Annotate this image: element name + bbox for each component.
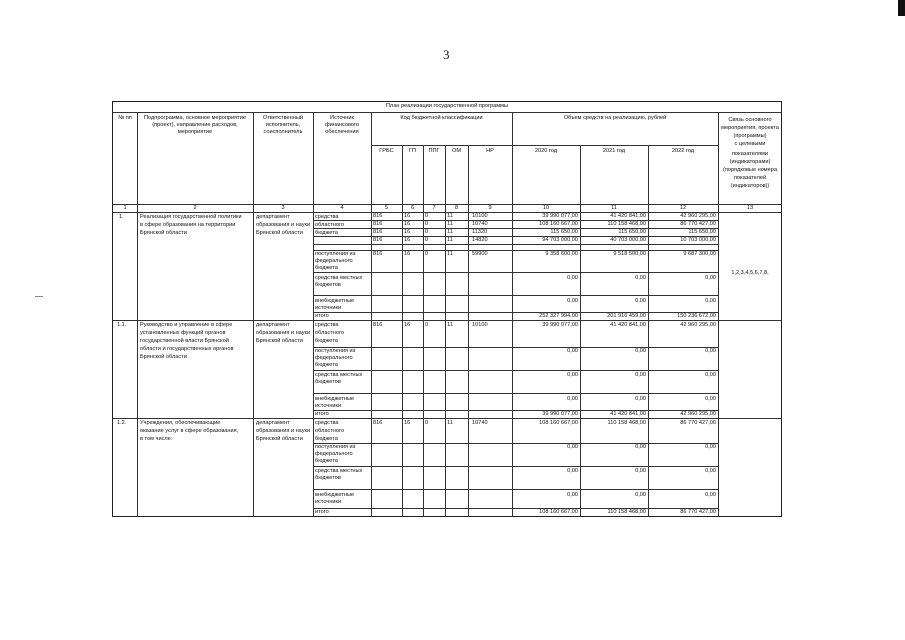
- source-label: областного: [315, 428, 345, 434]
- total-2020: 108 160 667,00: [539, 509, 578, 515]
- rule: [313, 466, 719, 467]
- col-line: [580, 145, 581, 516]
- header-link-3: (программы): [733, 133, 767, 139]
- code-grbs: 816: [373, 229, 383, 235]
- rule: [313, 295, 719, 296]
- code-gp: 16: [404, 221, 411, 227]
- rule-kbk-sub: [371, 145, 512, 146]
- source-label: средства местных: [315, 275, 363, 281]
- code-ppg: 0: [425, 251, 429, 257]
- row-name-line: установленных функций органов: [140, 330, 226, 336]
- amount-2021: 0,00: [635, 444, 646, 450]
- amount-2020: 9 358 600,00: [545, 251, 578, 257]
- amount-2021: 0,00: [635, 275, 646, 281]
- source-label: средства: [315, 322, 339, 328]
- code-gp: 16: [404, 213, 411, 219]
- code-nr: 10740: [472, 420, 488, 426]
- amount-2021: 41 420 841,00: [610, 322, 646, 328]
- row-resp-line: образования и науки: [256, 330, 311, 336]
- code-ppg: 0: [425, 213, 429, 219]
- header-link-2: мероприятия, проекта: [721, 125, 779, 131]
- header-link-7: (порядковые номера: [722, 167, 777, 173]
- row-name-line: Реализация государственной политики: [140, 214, 242, 220]
- amount-2021: 9 518 500,00: [613, 251, 646, 257]
- code-grbs: 816: [373, 322, 383, 328]
- col-line: [371, 112, 372, 516]
- row-resp-line: департамент: [256, 420, 290, 426]
- amount-2021: 110 158 468,00: [607, 420, 646, 426]
- amount-2021: 40 703 000,00: [610, 237, 646, 243]
- col-number: 1: [123, 205, 127, 211]
- amount-2021: 0,00: [635, 372, 646, 378]
- header-ppg: ППГ: [428, 148, 440, 154]
- source-label: средства местных: [315, 468, 363, 474]
- col-number: 12: [679, 205, 687, 211]
- amount-2022: 10 703 000,00: [680, 237, 716, 243]
- code-gp: 16: [404, 420, 411, 426]
- header-num: № пп: [118, 115, 132, 121]
- amount-2022: 0,00: [705, 275, 716, 281]
- amount-2020: 0,00: [567, 468, 578, 474]
- code-ppg: 0: [425, 237, 429, 243]
- amount-2022: 42 960 295,00: [680, 213, 716, 219]
- total-2022: 86 770 427,00: [680, 509, 716, 515]
- col-number: 5: [384, 205, 389, 211]
- col-line: [402, 145, 403, 516]
- col-number: 2: [193, 205, 197, 211]
- source-label: бюджетов: [315, 282, 341, 288]
- amount-2022: 115 650,00: [688, 229, 716, 235]
- amount-2020: 39 990 077,00: [542, 213, 578, 219]
- code-gp: 16: [404, 251, 411, 257]
- source-total-label: итого: [315, 509, 329, 515]
- source-label: источники: [315, 499, 342, 505]
- code-grbs: 816: [373, 251, 383, 257]
- rule: [313, 489, 719, 490]
- source-label: источники: [315, 305, 342, 311]
- source-total-label: итого: [315, 313, 329, 319]
- amount-2020: 0,00: [567, 444, 578, 450]
- source-label: внебюджетные: [315, 492, 355, 498]
- code-nr: 10100: [472, 322, 488, 328]
- rule: [313, 244, 719, 245]
- source-label: средства местных: [315, 372, 363, 378]
- header-link-9: (индикаторов)): [730, 183, 770, 189]
- header-name-2: (проект), направление расходов,: [152, 122, 238, 128]
- rule-section-2-end: [113, 418, 781, 419]
- code-nr: 14820: [472, 237, 488, 243]
- source-label: бюджета: [315, 458, 338, 464]
- header-source-1: Источник: [330, 115, 354, 121]
- amount-2020: 0,00: [567, 492, 578, 498]
- header-year-2020: 2020 год: [534, 148, 558, 154]
- code-grbs: 816: [373, 237, 383, 243]
- col-number: 4: [340, 205, 344, 211]
- row-name-line: государственной власти Брянской: [140, 338, 229, 344]
- header-source-3: обеспечения: [325, 129, 359, 135]
- amount-2021: 0,00: [635, 396, 646, 402]
- page-number: 3: [443, 47, 450, 62]
- row-number: 1.: [119, 214, 124, 220]
- total-2021: 110 158 468,00: [607, 509, 646, 515]
- total-2020: 252 327 994,00: [539, 313, 578, 319]
- source-label: бюджета: [315, 436, 338, 442]
- rule-volume-sub: [512, 145, 718, 146]
- amount-2020: 0,00: [567, 396, 578, 402]
- rule-section-1-end: [113, 320, 781, 321]
- col-number: 6: [410, 205, 415, 211]
- row-name-line: Брянской области: [140, 230, 187, 236]
- amount-2021: 41 420 841,00: [610, 213, 646, 219]
- header-resp-2: исполнитель,: [265, 122, 301, 128]
- header-link-8: показателей: [733, 175, 767, 181]
- scan-edge-mark: [898, 0, 905, 16]
- code-om: 11: [447, 251, 453, 257]
- source-label: внебюджетные: [315, 396, 355, 402]
- code-om: 11: [447, 229, 453, 235]
- amount-2022: 86 770 427,00: [680, 221, 716, 227]
- row-name-line: Брянской области: [140, 354, 187, 360]
- source-label: средства: [315, 420, 339, 426]
- header-grbs: ГРБС: [379, 148, 394, 154]
- col-line: [253, 112, 254, 516]
- row-number: 1.1.: [117, 322, 127, 328]
- table-title: План реализации государственной программы: [386, 103, 508, 109]
- rule: [313, 370, 719, 371]
- amount-2022: 9 687 300,00: [683, 251, 716, 257]
- source-label: бюджетов: [315, 379, 341, 385]
- header-year-2022: 2022 год: [671, 148, 695, 154]
- source-label: поступления из: [315, 251, 356, 257]
- amount-2021: 110 158 468,00: [607, 221, 646, 227]
- amount-2021: 0,00: [635, 298, 646, 304]
- amount-2022: 0,00: [705, 396, 716, 402]
- code-nr: 59900: [472, 251, 488, 257]
- col-number: 13: [746, 205, 754, 211]
- header-om: ОМ: [451, 148, 461, 154]
- header-kbk: Код бюджетной классификации: [400, 115, 483, 121]
- col-number: 11: [611, 205, 617, 211]
- header-year-2021: 2021 год: [602, 148, 626, 154]
- col-line: [423, 145, 424, 516]
- source-label: бюджетов: [315, 475, 341, 481]
- col-line: [468, 145, 469, 516]
- header-link-5: показателями: [732, 151, 768, 157]
- code-grbs: 816: [373, 420, 383, 426]
- col-number: 10: [542, 205, 550, 211]
- amount-2022: 0,00: [705, 468, 716, 474]
- source-label: областного: [315, 330, 345, 336]
- program-plan-table: [112, 101, 782, 517]
- header-name-1: Подпрограмма, основное мероприятие: [144, 115, 246, 121]
- col-line: [445, 145, 446, 516]
- code-om: 11: [447, 420, 453, 426]
- row-resp-line: образования и науки: [256, 428, 311, 434]
- source-label: бюджета: [315, 362, 338, 368]
- source-label: внебюджетные: [315, 298, 355, 304]
- row-name-line: оказание услуг в сфере образования,: [140, 428, 239, 434]
- total-2021: 41 420 841,00: [610, 411, 646, 417]
- source-label: бюджета: [315, 338, 338, 344]
- col-number: 8: [454, 205, 459, 211]
- code-ppg: 0: [425, 322, 429, 328]
- amount-2021: 0,00: [635, 468, 646, 474]
- rule: [313, 393, 719, 394]
- row-name-line: Учреждения, обеспечивающие: [140, 420, 221, 426]
- code-nr: 10100: [472, 213, 488, 219]
- header-source-2: финансового: [324, 122, 360, 128]
- rule-title: [113, 112, 781, 113]
- source-label: федерального: [315, 355, 353, 361]
- code-ppg: 0: [425, 221, 429, 227]
- row-name-line: Руководство и управление в сфере: [140, 322, 233, 328]
- row-resp-line: департамент: [256, 214, 290, 220]
- amount-2020: 0,00: [567, 298, 578, 304]
- source-label: федерального: [315, 451, 353, 457]
- code-ppg: 0: [425, 229, 429, 235]
- code-nr: 11320: [472, 229, 488, 235]
- amount-2020: 108 160 667,00: [539, 420, 578, 426]
- source-label: бюджета: [315, 230, 338, 236]
- total-2022: 42 960 295,00: [680, 411, 716, 417]
- source-label: средства: [315, 214, 339, 220]
- amount-2022: 86 770 427,00: [680, 420, 716, 426]
- source-label: федерального: [315, 258, 353, 264]
- amount-2022: 0,00: [705, 444, 716, 450]
- header-resp-1: Ответственный: [263, 115, 303, 121]
- total-2021: 201 916 459,00: [607, 313, 646, 319]
- amount-2022: 0,00: [705, 348, 716, 354]
- amount-2021: 115 650,00: [618, 229, 646, 235]
- code-gp: 16: [404, 229, 411, 235]
- source-label: поступления из: [315, 444, 356, 450]
- source-label: источники: [315, 403, 342, 409]
- col-line: [648, 145, 649, 516]
- amount-2020: 94 703 000,00: [542, 237, 578, 243]
- amount-2022: 42 960 295,00: [680, 322, 716, 328]
- row-resp-line: Брянской области: [256, 338, 303, 344]
- col-number: 7: [432, 205, 436, 211]
- code-gp: 16: [404, 237, 411, 243]
- header-link-6: (индикаторами): [729, 159, 771, 165]
- source-label: бюджета: [315, 265, 338, 271]
- code-gp: 16: [404, 322, 411, 328]
- row-resp-line: Брянской области: [256, 436, 303, 442]
- source-label: поступления из: [315, 348, 356, 354]
- amount-2022: 0,00: [705, 492, 716, 498]
- header-name-3: мероприятие: [177, 129, 213, 135]
- code-om: 11: [447, 213, 453, 219]
- header-volume: Объем средств на реализацию, рублей: [563, 115, 667, 121]
- amount-2022: 0,00: [705, 372, 716, 378]
- row-name-line: в том числе:: [140, 436, 173, 442]
- total-2022: 150 236 672,00: [677, 313, 716, 319]
- code-grbs: 816: [373, 221, 383, 227]
- row-resp-line: образования и науки: [256, 222, 311, 228]
- code-nr: 10740: [472, 221, 488, 227]
- row-number: 1.2.: [117, 420, 127, 426]
- total-2020: 39 990 077,00: [542, 411, 578, 417]
- row-name-line: в сфере образования на территории: [140, 222, 236, 228]
- amount-2020: 108 160 667,00: [539, 221, 578, 227]
- amount-2021: 0,00: [635, 492, 646, 498]
- code-om: 11: [447, 322, 453, 328]
- punch-tick-mark: [35, 296, 43, 297]
- amount-2020: 39 990 077,00: [542, 322, 578, 328]
- rule: [313, 272, 719, 273]
- header-resp-3: соисполнитель: [263, 129, 303, 135]
- row-resp-line: департамент: [256, 322, 290, 328]
- source-total-label: итого: [315, 411, 329, 417]
- indicator-numbers: 1,2,3,4,5,6,7,8,: [731, 270, 769, 276]
- code-ppg: 0: [425, 420, 429, 426]
- header-gp: ГП: [408, 148, 417, 154]
- header-nr: НР: [486, 148, 494, 154]
- row-resp-line: Брянской области: [256, 230, 303, 236]
- amount-2020: 0,00: [567, 372, 578, 378]
- col-line: [313, 112, 314, 516]
- col-number: 9: [488, 205, 492, 211]
- code-grbs: 816: [373, 213, 383, 219]
- source-label: областного: [315, 222, 345, 228]
- code-om: 11: [447, 221, 453, 227]
- amount-2020: 115 650,00: [550, 229, 578, 235]
- col-number: 3: [281, 205, 285, 211]
- amount-2020: 0,00: [567, 275, 578, 281]
- amount-2021: 0,00: [635, 348, 646, 354]
- header-link-4: с целевыми: [734, 141, 766, 147]
- header-link-1: Связь основного: [728, 117, 772, 123]
- col-line: [137, 112, 138, 516]
- code-om: 11: [447, 237, 453, 243]
- amount-2020: 0,00: [567, 348, 578, 354]
- amount-2022: 0,00: [705, 298, 716, 304]
- row-name-line: области и государственных органов: [140, 346, 234, 352]
